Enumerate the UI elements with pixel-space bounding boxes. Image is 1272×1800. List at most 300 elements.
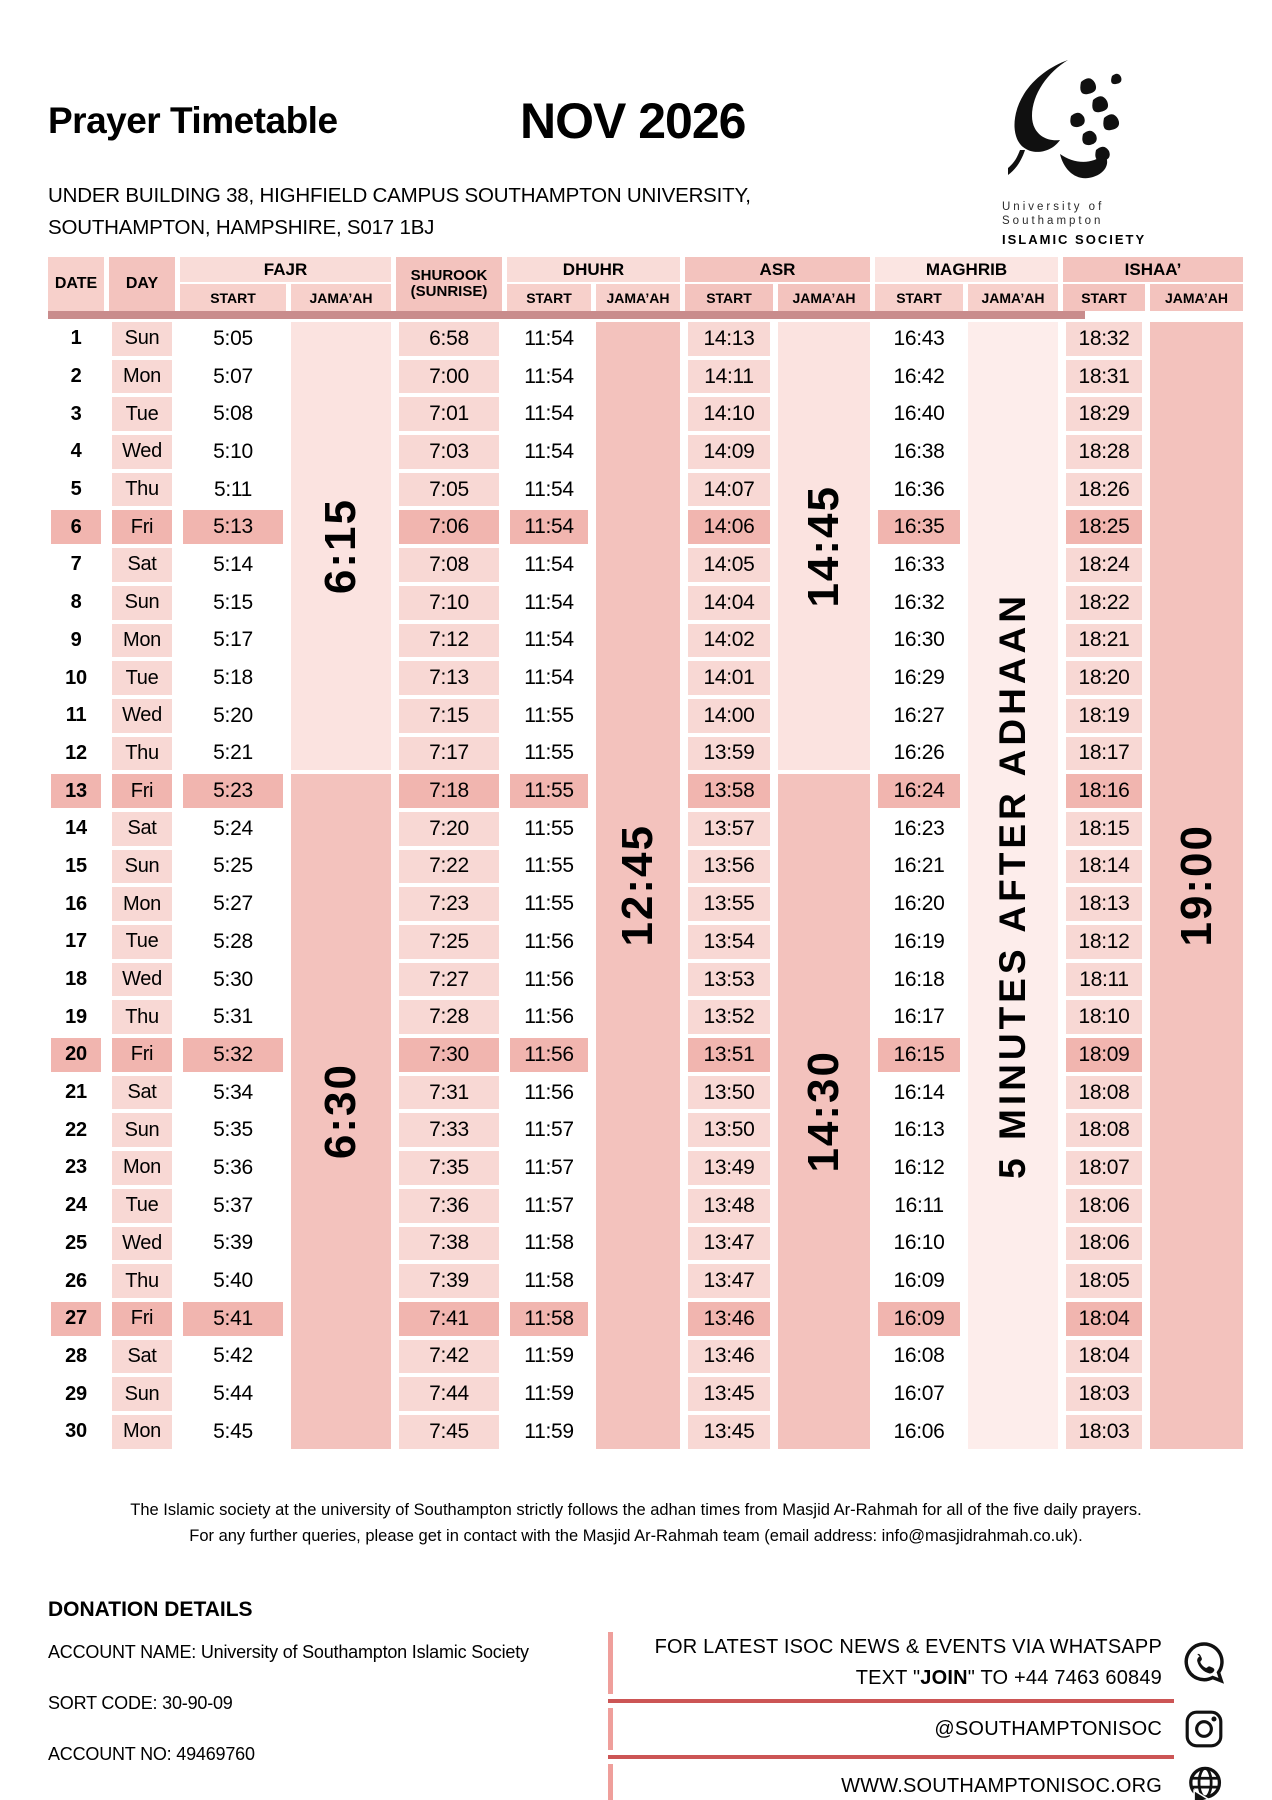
date-cell: 21 <box>65 1081 87 1104</box>
column-header-ishaa: ISHAA’ <box>1063 257 1243 282</box>
subheader-asr-start: START <box>685 284 773 311</box>
dhuhr-cell: 11:55 <box>524 854 574 878</box>
asr-jamaah-band <box>778 774 870 1448</box>
fajr-cell: 5:20 <box>213 703 253 727</box>
date-cell: 26 <box>65 1269 87 1292</box>
dhuhr-cell: 11:59 <box>524 1344 574 1368</box>
globe-icon <box>1178 1764 1230 1800</box>
day-cell: Tue <box>112 661 172 695</box>
ishaa-cell: 18:06 <box>1066 1227 1142 1261</box>
fajr-cell: 5:41 <box>183 1302 283 1336</box>
date-cell: 6 <box>51 510 101 544</box>
asr-cell: 13:45 <box>688 1377 770 1411</box>
day-cell: Sat <box>112 548 172 582</box>
ishaa-cell: 18:17 <box>1066 737 1142 771</box>
fajr-cell: 5:30 <box>213 967 253 991</box>
dhuhr-cell: 11:56 <box>510 1038 588 1072</box>
day-cell: Wed <box>112 1227 172 1261</box>
fajr-cell: 5:07 <box>213 364 253 388</box>
day-cell: Sun <box>112 586 172 620</box>
website-url: WWW.SOUTHAMPTONISOC.ORG <box>841 1774 1162 1797</box>
asr-cell: 13:47 <box>688 1264 770 1298</box>
fajr-cell: 5:24 <box>213 816 253 840</box>
date-cell: 19 <box>65 1005 87 1028</box>
column-header-date: DATE <box>48 257 104 311</box>
date-cell: 18 <box>65 968 87 991</box>
maghrib-cell: 16:26 <box>893 741 945 765</box>
ishaa-cell: 18:20 <box>1066 661 1142 695</box>
date-cell: 22 <box>65 1118 87 1141</box>
separator-line <box>608 1755 1174 1759</box>
date-cell: 2 <box>70 365 82 388</box>
asr-cell: 14:09 <box>688 435 770 469</box>
asr-cell: 14:01 <box>688 661 770 695</box>
shurook-cell: 7:31 <box>399 1076 499 1110</box>
fajr-cell: 5:37 <box>213 1193 253 1217</box>
column-header-asr: ASR <box>685 257 870 282</box>
shurook-cell: 7:23 <box>399 887 499 921</box>
asr-cell: 14:07 <box>688 473 770 507</box>
asr-cell: 13:46 <box>688 1302 770 1336</box>
day-cell: Wed <box>112 963 172 997</box>
dhuhr-cell: 11:55 <box>524 892 574 916</box>
dhuhr-cell: 11:58 <box>510 1302 588 1336</box>
maghrib-cell: 16:35 <box>878 510 960 544</box>
asr-cell: 14:13 <box>688 322 770 356</box>
asr-cell: 14:06 <box>688 510 770 544</box>
maghrib-cell: 16:43 <box>893 326 945 350</box>
day-cell: Mon <box>112 887 172 921</box>
shurook-cell: 7:22 <box>399 850 499 884</box>
fajr-cell: 5:15 <box>213 590 253 614</box>
dhuhr-cell: 11:54 <box>524 364 574 388</box>
dhuhr-cell: 11:56 <box>524 929 574 953</box>
shurook-label-line2: (SUNRISE) <box>410 283 488 300</box>
shurook-cell: 7:03 <box>399 435 499 469</box>
maghrib-cell: 16:29 <box>893 666 945 690</box>
shurook-cell: 7:45 <box>399 1415 499 1449</box>
ishaa-cell: 18:09 <box>1066 1038 1142 1072</box>
whatsapp-join-keyword: JOIN <box>920 1667 968 1689</box>
asr-cell: 13:59 <box>688 737 770 771</box>
fajr-cell: 5:17 <box>213 628 253 652</box>
fajr-cell: 5:34 <box>213 1080 253 1104</box>
day-cell: Sun <box>112 850 172 884</box>
asr-cell: 13:54 <box>688 925 770 959</box>
fajr-cell: 5:31 <box>213 1005 253 1029</box>
fajr-cell: 5:05 <box>213 326 253 350</box>
asr-cell: 13:49 <box>688 1151 770 1185</box>
dhuhr-cell: 11:54 <box>524 439 574 463</box>
day-cell: Fri <box>112 1038 172 1072</box>
asr-cell: 14:00 <box>688 699 770 733</box>
whatsapp-text <box>625 1632 1178 1694</box>
ishaa-cell: 18:29 <box>1066 397 1142 431</box>
fajr-cell: 5:25 <box>213 854 253 878</box>
day-cell: Tue <box>112 1189 172 1223</box>
dhuhr-cell: 11:58 <box>524 1269 574 1293</box>
date-cell: 28 <box>65 1344 87 1367</box>
date-cell: 5 <box>70 478 82 501</box>
fajr-jamaah-band <box>291 322 391 770</box>
subheader-ishaa-jamaah: JAMA’AH <box>1150 284 1243 311</box>
shurook-label-line1: SHUROOK <box>410 266 488 284</box>
date-cell: 1 <box>70 327 82 350</box>
dhuhr-cell: 11:54 <box>510 510 588 544</box>
donation-sort-code: SORT CODE: 30-90-09 <box>48 1693 233 1713</box>
maghrib-cell: 16:14 <box>893 1080 945 1104</box>
ishaa-cell: 18:13 <box>1066 887 1142 921</box>
column-header-dhuhr: DHUHR <box>507 257 680 282</box>
whatsapp-line2: TEXT "JOIN" TO +44 7463 60849 <box>855 1667 1162 1689</box>
asr-jamaah-band-label: 14:30 <box>799 1050 848 1173</box>
fajr-cell: 5:21 <box>213 741 253 765</box>
dhuhr-cell: 11:54 <box>524 477 574 501</box>
ishaa-cell: 18:03 <box>1066 1377 1142 1411</box>
day-cell: Tue <box>112 397 172 431</box>
ishaa-cell: 18:15 <box>1066 812 1142 846</box>
fajr-cell: 5:32 <box>183 1038 283 1072</box>
ishaa-cell: 18:12 <box>1066 925 1142 959</box>
maghrib-cell: 16:42 <box>893 364 945 388</box>
day-cell: Sun <box>112 322 172 356</box>
footnote <box>0 1497 1272 1550</box>
fajr-cell: 5:39 <box>213 1231 253 1255</box>
asr-cell: 14:02 <box>688 624 770 658</box>
maghrib-cell: 16:30 <box>893 628 945 652</box>
asr-cell: 14:10 <box>688 397 770 431</box>
footnote-line2: For any further queries, please get in contact with the Masjid Ar-Rahmah team (email address: info@masjidrahmah.co.uk). <box>189 1527 1083 1546</box>
ishaa-jamaah-band-label: 19:00 <box>1171 824 1221 947</box>
maghrib-cell: 16:24 <box>878 774 960 808</box>
maghrib-cell: 16:20 <box>893 892 945 916</box>
donation-details <box>48 1598 529 1795</box>
asr-cell: 14:11 <box>688 360 770 394</box>
asr-jamaah-band-label: 14:45 <box>799 484 848 608</box>
fajr-cell: 5:45 <box>213 1419 253 1443</box>
maghrib-cell: 16:33 <box>893 552 945 576</box>
date-cell: 3 <box>70 402 82 425</box>
fajr-cell: 5:35 <box>213 1118 253 1142</box>
shurook-cell: 7:28 <box>399 1000 499 1034</box>
instagram-handle: @SOUTHAMPTONISOC <box>934 1717 1162 1740</box>
shurook-cell: 7:36 <box>399 1189 499 1223</box>
asr-cell: 13:48 <box>688 1189 770 1223</box>
day-cell: Mon <box>112 1151 172 1185</box>
day-cell: Thu <box>112 473 172 507</box>
whatsapp-icon <box>1178 1640 1230 1686</box>
dhuhr-cell: 11:54 <box>524 628 574 652</box>
maghrib-cell: 16:09 <box>878 1302 960 1336</box>
maghrib-cell: 16:18 <box>893 967 945 991</box>
shurook-cell: 7:00 <box>399 360 499 394</box>
maghrib-cell: 16:15 <box>878 1038 960 1072</box>
subheader-dhuhr-jamaah: JAMA’AH <box>596 284 680 311</box>
fajr-cell: 5:18 <box>213 666 253 690</box>
shurook-cell: 7:06 <box>399 510 499 544</box>
day-cell: Sun <box>112 1113 172 1147</box>
day-cell: Tue <box>112 925 172 959</box>
ishaa-cell: 18:08 <box>1066 1076 1142 1110</box>
maghrib-cell: 16:08 <box>893 1344 945 1368</box>
column-header-fajr: FAJR <box>180 257 391 282</box>
shurook-cell: 7:27 <box>399 963 499 997</box>
dhuhr-cell: 11:56 <box>524 1080 574 1104</box>
date-cell: 29 <box>65 1382 87 1405</box>
ishaa-cell: 18:04 <box>1066 1340 1142 1374</box>
asr-cell: 13:57 <box>688 812 770 846</box>
day-cell: Thu <box>112 737 172 771</box>
day-cell: Mon <box>112 624 172 658</box>
day-cell: Sat <box>112 1340 172 1374</box>
whatsapp-tick <box>608 1632 613 1694</box>
asr-cell: 13:46 <box>688 1340 770 1374</box>
fajr-cell: 5:27 <box>213 892 253 916</box>
column-header-maghrib: MAGHRIB <box>875 257 1058 282</box>
day-cell: Sat <box>112 1076 172 1110</box>
isoc-logo <box>1002 58 1202 247</box>
dhuhr-jamaah-band <box>596 322 680 1449</box>
asr-cell: 13:52 <box>688 1000 770 1034</box>
dhuhr-cell: 11:55 <box>524 741 574 765</box>
dhuhr-cell: 11:55 <box>510 774 588 808</box>
logo-line1: University of <box>1002 201 1105 213</box>
subheader-maghrib-start: START <box>875 284 963 311</box>
maghrib-cell: 16:36 <box>893 477 945 501</box>
table-header <box>48 257 1243 311</box>
day-cell: Mon <box>112 1415 172 1449</box>
date-cell: 7 <box>70 553 82 576</box>
ishaa-cell: 18:06 <box>1066 1189 1142 1223</box>
subheader-maghrib-jamaah: JAMA’AH <box>968 284 1058 311</box>
address-line1: UNDER BUILDING 38, HIGHFIELD CAMPUS SOUTHAMPTON UNIVERSITY, <box>48 184 751 207</box>
asr-cell: 13:53 <box>688 963 770 997</box>
dhuhr-cell: 11:54 <box>524 402 574 426</box>
day-cell: Fri <box>112 510 172 544</box>
fajr-cell: 5:42 <box>213 1344 253 1368</box>
shurook-cell: 6:58 <box>399 322 499 356</box>
subheader-ishaa-start: START <box>1063 284 1145 311</box>
shurook-cell: 7:35 <box>399 1151 499 1185</box>
date-cell: 9 <box>70 628 82 651</box>
maghrib-cell: 16:10 <box>893 1231 945 1255</box>
asr-cell: 13:47 <box>688 1227 770 1261</box>
day-cell: Wed <box>112 435 172 469</box>
date-cell: 25 <box>65 1231 87 1254</box>
ishaa-jamaah-band <box>1150 322 1243 1449</box>
maghrib-jamaah-band <box>968 322 1058 1449</box>
shurook-cell: 7:17 <box>399 737 499 771</box>
maghrib-cell: 16:11 <box>894 1193 944 1217</box>
shurook-cell: 7:10 <box>399 586 499 620</box>
shurook-cell: 7:42 <box>399 1340 499 1374</box>
maghrib-cell: 16:23 <box>893 816 945 840</box>
page-title: Prayer Timetable <box>48 100 338 141</box>
asr-cell: 13:50 <box>688 1076 770 1110</box>
maghrib-cell: 16:09 <box>893 1269 945 1293</box>
date-cell: 16 <box>65 892 87 915</box>
dhuhr-cell: 11:54 <box>524 326 574 350</box>
maghrib-cell: 16:21 <box>893 854 945 878</box>
ishaa-cell: 18:28 <box>1066 435 1142 469</box>
date-cell: 10 <box>65 666 87 689</box>
shurook-cell: 7:08 <box>399 548 499 582</box>
instagram-row[interactable] <box>608 1708 1230 1750</box>
fajr-jamaah-band-label: 6:15 <box>316 498 365 595</box>
asr-cell: 13:58 <box>688 774 770 808</box>
day-cell: Fri <box>112 774 172 808</box>
date-cell: 8 <box>70 591 82 614</box>
shurook-cell: 7:30 <box>399 1038 499 1072</box>
fajr-cell: 5:11 <box>213 477 253 501</box>
shurook-cell: 7:01 <box>399 397 499 431</box>
shurook-cell: 7:39 <box>399 1264 499 1298</box>
shurook-cell: 7:18 <box>399 774 499 808</box>
fajr-cell: 5:13 <box>183 510 283 544</box>
ishaa-cell: 18:03 <box>1066 1415 1142 1449</box>
donation-account-name: ACCOUNT NAME: University of Southampton Islamic Society <box>48 1642 529 1662</box>
ishaa-cell: 18:19 <box>1066 699 1142 733</box>
day-cell: Sun <box>112 1377 172 1411</box>
fajr-cell: 5:28 <box>213 929 253 953</box>
dhuhr-cell: 11:56 <box>524 967 574 991</box>
dhuhr-cell: 11:55 <box>524 703 574 727</box>
ishaa-cell: 18:04 <box>1066 1302 1142 1336</box>
fajr-jamaah-band-label: 6:30 <box>316 1063 365 1160</box>
donation-account-no: ACCOUNT NO: 49469760 <box>48 1744 255 1764</box>
asr-jamaah-band <box>778 322 870 770</box>
fajr-cell: 5:14 <box>213 552 253 576</box>
day-cell: Mon <box>112 360 172 394</box>
day-cell: Sat <box>112 812 172 846</box>
ishaa-cell: 18:14 <box>1066 850 1142 884</box>
shurook-cell: 7:38 <box>399 1227 499 1261</box>
date-cell: 20 <box>51 1038 101 1072</box>
subheader-fajr-start: START <box>180 284 286 311</box>
shurook-cell: 7:13 <box>399 661 499 695</box>
logo-line3: ISLAMIC SOCIETY <box>1002 231 1147 247</box>
fajr-cell: 5:10 <box>213 439 253 463</box>
shurook-cell: 7:44 <box>399 1377 499 1411</box>
column-header-shurook <box>396 257 502 311</box>
day-cell: Fri <box>112 1302 172 1336</box>
asr-cell: 14:05 <box>688 548 770 582</box>
day-cell: Wed <box>112 699 172 733</box>
ishaa-cell: 18:16 <box>1066 774 1142 808</box>
address-line2: SOUTHAMPTON, HAMPSHIRE, S017 1BJ <box>48 215 435 239</box>
shurook-cell: 7:05 <box>399 473 499 507</box>
ishaa-cell: 18:22 <box>1066 586 1142 620</box>
social-links <box>608 1632 1230 1800</box>
logo-line2: Southampton <box>1002 215 1104 228</box>
ishaa-cell: 18:07 <box>1066 1151 1142 1185</box>
header-underline-bar <box>48 311 1085 319</box>
dhuhr-cell: 11:56 <box>524 1005 574 1029</box>
asr-cell: 13:50 <box>688 1113 770 1147</box>
date-cell: 4 <box>70 440 82 463</box>
dhuhr-cell: 11:54 <box>524 590 574 614</box>
date-cell: 11 <box>65 704 87 727</box>
footnote-line1: The Islamic society at the university of Southampton strictly follows the adhan times from Masjid Ar-Rahmah for all of the five daily prayers. <box>130 1501 1142 1519</box>
asr-cell: 13:55 <box>688 887 770 921</box>
date-cell: 27 <box>51 1302 101 1336</box>
month-title: NOV 2026 <box>520 93 746 149</box>
arabic-calligraphy-icon <box>1008 58 1140 200</box>
separator-line <box>608 1699 1174 1703</box>
day-cell: Thu <box>112 1000 172 1034</box>
maghrib-cell: 16:27 <box>893 703 945 727</box>
fajr-cell: 5:08 <box>213 402 253 426</box>
date-cell: 23 <box>65 1156 87 1179</box>
fajr-cell: 5:40 <box>213 1269 253 1293</box>
dhuhr-cell: 11:57 <box>524 1118 574 1142</box>
asr-cell: 13:45 <box>688 1415 770 1449</box>
ishaa-cell: 18:32 <box>1066 322 1142 356</box>
dhuhr-cell: 11:54 <box>524 552 574 576</box>
date-cell: 30 <box>65 1420 87 1443</box>
maghrib-cell: 16:40 <box>893 402 945 426</box>
day-cell: Thu <box>112 1264 172 1298</box>
dhuhr-cell: 11:57 <box>524 1193 574 1217</box>
dhuhr-cell: 11:55 <box>524 816 574 840</box>
ishaa-cell: 18:26 <box>1066 473 1142 507</box>
maghrib-cell: 16:32 <box>893 590 945 614</box>
subheader-fajr-jamaah: JAMA’AH <box>291 284 391 311</box>
date-cell: 15 <box>65 854 87 877</box>
fajr-cell: 5:36 <box>213 1155 253 1179</box>
ishaa-cell: 18:11 <box>1066 963 1142 997</box>
asr-cell: 13:56 <box>688 850 770 884</box>
maghrib-cell: 16:38 <box>893 439 945 463</box>
maghrib-cell: 16:06 <box>893 1419 945 1443</box>
maghrib-cell: 16:13 <box>893 1118 945 1142</box>
instagram-icon <box>1178 1708 1230 1750</box>
date-cell: 13 <box>51 774 101 808</box>
ishaa-cell: 18:08 <box>1066 1113 1142 1147</box>
dhuhr-cell: 11:54 <box>524 666 574 690</box>
dhuhr-jamaah-band-label: 12:45 <box>613 824 662 947</box>
subheader-asr-jamaah: JAMA’AH <box>778 284 870 311</box>
date-cell: 12 <box>65 741 87 764</box>
shurook-cell: 7:33 <box>399 1113 499 1147</box>
shurook-cell: 7:15 <box>399 699 499 733</box>
ishaa-cell: 18:31 <box>1066 360 1142 394</box>
ishaa-cell: 18:24 <box>1066 548 1142 582</box>
shurook-cell: 7:20 <box>399 812 499 846</box>
fajr-cell: 5:44 <box>213 1382 253 1406</box>
maghrib-cell: 16:19 <box>893 929 945 953</box>
date-cell: 17 <box>65 930 87 953</box>
subheader-dhuhr-start: START <box>507 284 591 311</box>
donation-heading: DONATION DETAILS <box>48 1598 253 1621</box>
instagram-tick <box>608 1708 613 1750</box>
maghrib-jamaah-band-label: 5 MINUTES AFTER ADHAAN <box>992 591 1033 1179</box>
dhuhr-cell: 11:58 <box>524 1231 574 1255</box>
fajr-cell: 5:23 <box>183 774 283 808</box>
website-row[interactable] <box>608 1764 1230 1800</box>
address <box>48 180 751 244</box>
dhuhr-cell: 11:59 <box>524 1382 574 1406</box>
dhuhr-cell: 11:59 <box>524 1419 574 1443</box>
maghrib-cell: 16:17 <box>893 1005 945 1029</box>
whatsapp-line1: FOR LATEST ISOC NEWS & EVENTS VIA WHATSAPP <box>654 1636 1162 1658</box>
ishaa-cell: 18:21 <box>1066 624 1142 658</box>
date-cell: 14 <box>65 817 87 840</box>
maghrib-cell: 16:12 <box>893 1155 945 1179</box>
whatsapp-row[interactable] <box>608 1632 1230 1694</box>
shurook-cell: 7:41 <box>399 1302 499 1336</box>
timetable-body <box>48 322 1243 1449</box>
